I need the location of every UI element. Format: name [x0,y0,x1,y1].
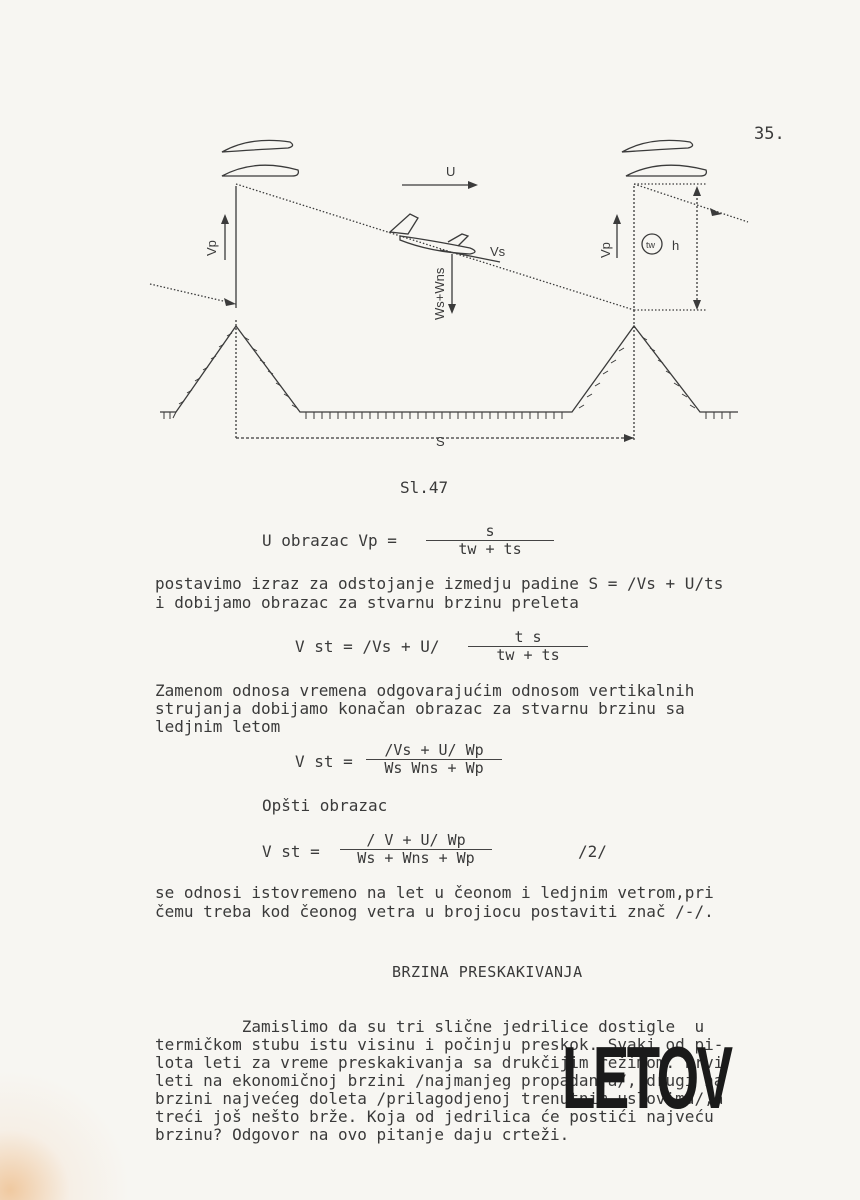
formula-3-prefix: V st = [295,752,363,771]
glide-diagram [0,0,860,470]
cloud-left-top [222,140,293,152]
label-u: U [446,164,456,179]
para-6-line-2: termičkom stubu istu visinu i počinju preskok. Svaki od pi- [155,1035,724,1054]
formula-3-fraction [366,743,502,776]
figure-caption: Sl.47 [400,478,449,497]
formula-1-prefix: U obrazac Vp = [262,531,407,550]
formula-3-numerator: /Vs + U/ Wp [384,741,484,759]
label-s: S [436,434,445,449]
formula-4-tag: /2/ [578,842,607,861]
para-6-line-6: treći još nešto brže. Koja od jedrilica će postići najveću [155,1107,714,1126]
para-3-line-2: strujanja dobijamo konačan obrazac za stvarnu brzinu sa [155,699,685,718]
cloud-right-top [622,140,693,152]
para-6-line-1: Zamislimo da su tri slične jedrilice dostigle u [155,1017,705,1036]
label-tw: tw [646,240,655,250]
label-vp-right: Vp [598,242,613,258]
formula-2-denominator: tw + ts [496,646,560,664]
label-vp-left: Vp [204,240,219,256]
para-2-line-1: postavimo izraz za odstojanje izmedju padine S = /Vs + U/ts [155,574,724,593]
formula-2-prefix: V st = /Vs + U/ [295,637,450,656]
page-number: 35. [754,124,785,144]
formula-1-numerator: s [485,522,495,540]
para-6-line-3: lota leti za vreme preskakivanja sa drukčijim režimom. Prvi [155,1053,724,1072]
label-h: h [672,238,680,253]
formula-4-prefix: V st = [262,842,330,861]
letov-stamp: LETOV [562,1028,731,1127]
para-5-line-2: čemu treba kod čeonog vetra u brojiocu postaviti znač /-/. [155,902,714,921]
section-heading: BRZINA PRESKAKIVANJA [392,963,583,981]
label-ws-wns: Ws+Wns [432,267,447,320]
para-3-line-1: Zamenom odnosa vremena odgovarajućim odnosom vertikalnih [155,681,695,700]
para-6-line-5: brzini najvećeg doleta /prilagodjenoj trenutnim uslovima/,a [155,1089,724,1108]
cloud-left-bottom [222,165,298,176]
formula-2-fraction [468,630,588,663]
formula-2-numerator: t s [514,628,542,646]
para-3-line-3: ledjnim letom [155,717,281,736]
para-4: Opšti obrazac [262,796,388,815]
formula-4-denominator: Ws + Wns + Wp [357,849,475,867]
para-5-line-1: se odnosi istovremeno na let u čeonom i ledjnim vetrom,pri [155,883,714,902]
para-6-line-4: leti na ekonomičnoj brzini /najmanjeg propadanja/, drugi na [155,1071,724,1090]
formula-1-fraction [426,524,554,557]
cloud-right-bottom [626,165,706,176]
para-6-line-7: brzinu? Odgovor na ovo pitanje daju crteži. [155,1125,570,1144]
formula-4-fraction [340,833,492,866]
label-vs: Vs [490,244,506,259]
formula-4-numerator: / V + U/ Wp [366,831,466,849]
formula-3-denominator: Ws Wns + Wp [384,759,484,777]
formula-1-denominator: tw + ts [458,540,522,558]
para-2-line-2: i dobijamo obrazac za stvarnu brzinu preleta [155,593,579,612]
